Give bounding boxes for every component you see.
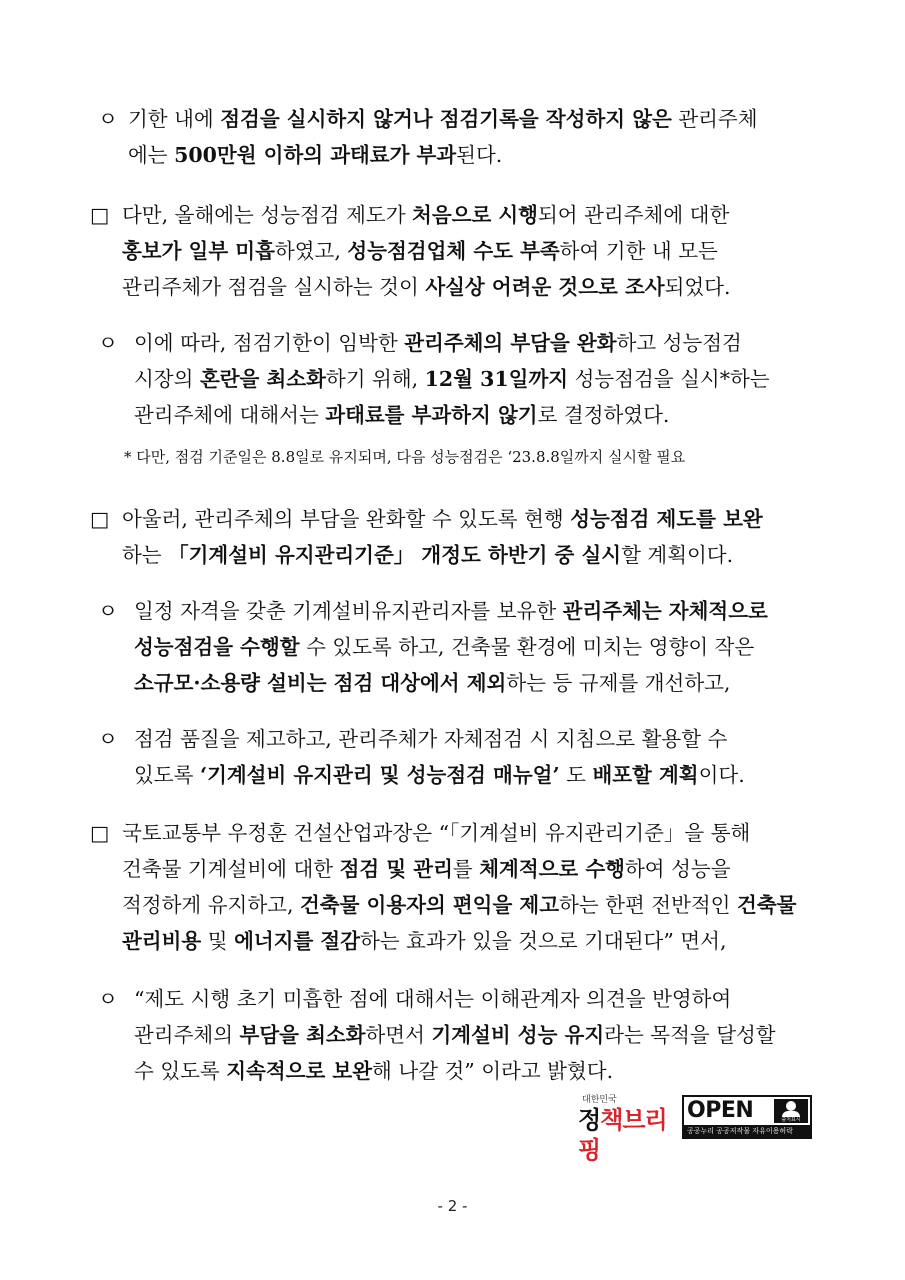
text-segment: 하는 [122, 543, 169, 567]
text-segment: 되었다. [664, 275, 731, 299]
text-segment: 하는 한편 전반적인 [559, 893, 738, 917]
text-segment: 할 계획이다. [621, 543, 734, 567]
bold-text: 기계설비 성능 유지 [431, 1023, 605, 1047]
policy-briefing-logo [578, 1093, 674, 1164]
text-segment: 를 [452, 857, 480, 881]
attribution-caption: 출처표시 [781, 1117, 801, 1123]
open-logo-text: OPEN [687, 1098, 754, 1123]
logo-rest: 책브리핑 [578, 1106, 667, 1164]
text-segment: 기한 내에 [128, 107, 221, 131]
text-line [134, 629, 768, 665]
text-line [122, 269, 731, 305]
open-logo-bar [684, 1125, 810, 1137]
page-number: - 2 - [437, 1197, 468, 1215]
bold-text: 성능점검을 수행할 [134, 635, 300, 659]
text-segment: 건축물 기계설비에 대한 [122, 857, 340, 881]
bold-text: 건축물 이용자의 편익을 제고 [299, 893, 560, 917]
text-segment: 수 있도록 하고, 건축물 환경에 미치는 영향이 작은 [299, 635, 755, 659]
paragraph-manual [98, 721, 745, 793]
text-line [122, 537, 763, 573]
bold-text: 점검을 실시하지 않거나 점검기록을 작성하지 않은 [220, 107, 672, 131]
bold-text: 과태료를 부과하지 않기 [325, 403, 538, 427]
paragraph-director-quote [90, 815, 796, 959]
circle-bullet: ㅇ [98, 727, 118, 751]
text-line [134, 397, 770, 433]
text-segment: 하면서 [365, 1023, 432, 1047]
bold-text: 12월 31일까지 [424, 367, 569, 391]
text-segment: 일정 자격을 갖춘 기계설비유지관리자를 보유한 [134, 599, 563, 623]
text-line [134, 593, 768, 629]
bold-text: 관리비용 [122, 929, 202, 953]
paragraph-penalty [98, 101, 758, 173]
text-segment: 에는 [128, 143, 175, 167]
circle-bullet: ㅇ [98, 107, 118, 131]
circle-bullet: ㅇ [98, 987, 118, 1011]
bold-text: 혼란을 최소화 [199, 367, 326, 391]
text-segment: 적정하게 유지하고, [122, 893, 300, 917]
circle-bullet: ㅇ [98, 599, 118, 623]
open-logo-bar-text: 공공누리 공공저작물 자유이용허락 [687, 1127, 793, 1135]
bold-text: 에너지를 절감 [234, 929, 361, 953]
square-bullet: □ [90, 821, 110, 845]
text-segment: 이다. [698, 763, 745, 787]
bold-text: 지속적으로 보완 [226, 1059, 373, 1083]
text-line [122, 197, 731, 233]
bold-text: 점검 및 관리 [339, 857, 453, 881]
text-segment: 된다. [456, 143, 503, 167]
bold-text: 부담을 최소화 [239, 1023, 366, 1047]
bold-text: 성능점검 제도를 보완 [570, 507, 763, 531]
text-line [128, 101, 758, 137]
text-segment: 되어 관리주체에 대한 [538, 203, 730, 227]
policy-briefing-logo-small: 대한민국 [582, 1095, 617, 1105]
text-segment: 하여 기한 내 모든 [559, 239, 718, 263]
text-segment: 관리주체의 [134, 1023, 240, 1047]
bold-text: 성능점검업체 수도 부족 [347, 239, 560, 263]
text-segment: 성능점검을 실시*하는 [568, 367, 770, 391]
text-line [122, 233, 731, 269]
text-segment: 로 결정하였다. [537, 403, 670, 427]
text-line [134, 721, 745, 757]
text-segment: 다만, 올해에는 성능점검 제도가 [122, 203, 413, 227]
paragraph-closing-quote [98, 981, 776, 1089]
bold-text: 배포할 계획 [592, 763, 699, 787]
logo-char: 정 [578, 1106, 601, 1134]
text-segment: 도 [559, 763, 593, 787]
bold-text: 500만원 이하의 과태료가 부과 [174, 143, 457, 167]
bold-text: 「기계설비 유지관리기준」 개정도 하반기 중 실시 [168, 543, 622, 567]
text-segment: 하였고, [274, 239, 348, 263]
text-segment: 있도록 [134, 763, 200, 787]
text-segment: 점검 품질을 제고하고, 관리주체가 자체점검 시 지침으로 활용할 수 [134, 727, 728, 751]
text-segment: 하여 성능을 [624, 857, 731, 881]
text-segment: 하는 등 규제를 개선하고, [506, 671, 731, 695]
text-segment: 시장의 [134, 367, 200, 391]
text-line [134, 981, 776, 1017]
text-segment: 관리주체가 점검을 실시하는 것이 [122, 275, 426, 299]
square-bullet: □ [90, 203, 110, 227]
bold-text: 홍보가 일부 미흡 [122, 239, 275, 263]
footnote: * 다만, 점검 기준일은 8.8일로 유지되며, 다음 성능점검은 ‘23.8.8일까지 실시할 필요 [124, 448, 686, 466]
text-segment: 아울러, 관리주체의 부담을 완화할 수 있도록 현행 [122, 507, 571, 531]
bold-text: 사실상 어려운 것으로 조사 [425, 275, 665, 299]
paragraph-self-inspection [98, 593, 768, 701]
text-segment: “제도 시행 초기 미흡한 점에 대해서는 이해관계자 의견을 반영하여 [134, 987, 732, 1011]
text-line [134, 757, 745, 793]
bold-text: 체계적으로 수행 [479, 857, 625, 881]
attribution-person-icon [774, 1099, 808, 1123]
text-segment: 라는 목적을 달성할 [604, 1023, 776, 1047]
bold-text: 처음으로 시행 [412, 203, 538, 227]
text-line [134, 325, 770, 361]
paragraph-first-year [90, 197, 731, 305]
text-line [122, 923, 796, 959]
text-line [134, 665, 768, 701]
bold-text: 관리주체의 부담을 완화 [404, 331, 617, 355]
text-segment: 관리주체에 대해서는 [134, 403, 326, 427]
text-segment: 국토교통부 우정훈 건설산업과장은 “「기계설비 유지관리기준」을 통해 [122, 821, 751, 845]
text-segment: 이에 따라, 점검기한이 임박한 [134, 331, 405, 355]
text-line [122, 815, 796, 851]
bold-text: 소규모·소용량 설비는 점검 대상에서 제외 [134, 671, 507, 695]
text-segment: 및 [201, 929, 235, 953]
footer-logos [578, 1093, 814, 1164]
circle-bullet: ㅇ [98, 331, 118, 355]
paragraph-revision [90, 501, 763, 573]
paragraph-no-fine [98, 325, 770, 433]
text-line [122, 887, 796, 923]
bold-text: ‘기계설비 유지관리 및 성능점검 매뉴얼’ [199, 763, 560, 787]
text-segment: 해 나갈 것” 이라고 밝혔다. [372, 1059, 614, 1083]
text-segment: 수 있도록 [134, 1059, 227, 1083]
text-line [128, 137, 758, 173]
text-line [122, 851, 796, 887]
text-line [134, 1053, 776, 1089]
kogl-open-logo [682, 1095, 812, 1139]
policy-briefing-logo-main [578, 1105, 674, 1165]
text-line [134, 361, 770, 397]
text-segment: 하는 효과가 있을 것으로 기대된다” 면서, [360, 929, 727, 953]
text-segment: 하기 위해, [325, 367, 425, 391]
text-line [134, 1017, 776, 1053]
text-segment: 관리주체 [671, 107, 758, 131]
square-bullet: □ [90, 507, 110, 531]
text-segment: 하고 성능점검 [616, 331, 742, 355]
bold-text: 관리주체는 자체적으로 [562, 599, 768, 623]
text-line [122, 501, 763, 537]
bold-text: 건축물 [737, 893, 797, 917]
